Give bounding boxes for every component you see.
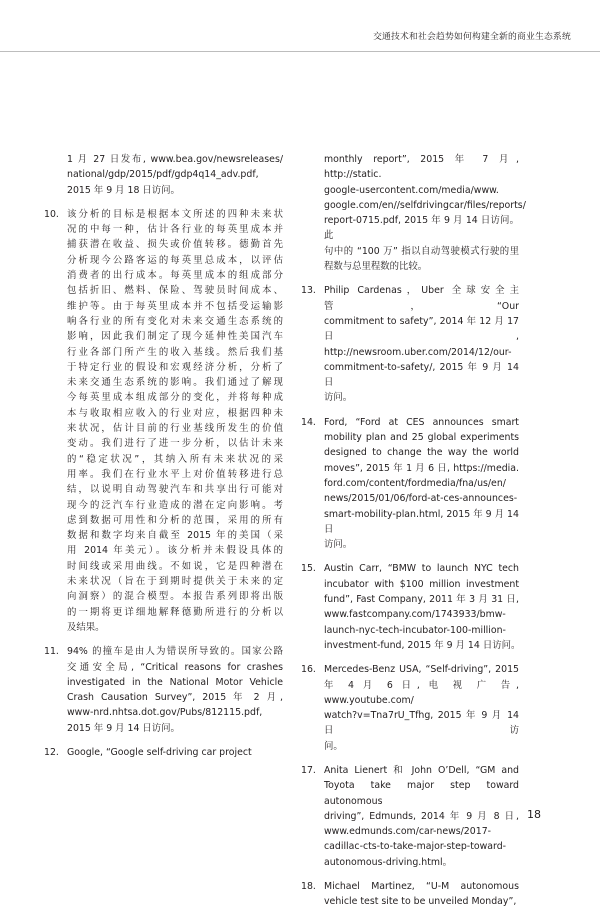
endnote-line: designed to change the way the world xyxy=(324,447,519,459)
endnote-line: 年 4 月 6 日, 电 视 广 告, www.youtube.com/ xyxy=(324,679,519,706)
endnote-line: 现今的泛汽车行业造成的潜在定向影响。考 xyxy=(67,499,283,511)
endnote-line: vehicle test site to be unveiled Monday”, xyxy=(324,896,517,908)
endnote-line: launch-nyc-tech-incubator-100-million- xyxy=(324,624,506,636)
endnote-item xyxy=(301,152,526,274)
endnote-line: 的一期将更详细地解释德勤所进行的分析以 xyxy=(67,606,283,618)
endnote-line: 结，以说明自动驾驶汽车和共享出行可能对 xyxy=(67,484,283,496)
right-notes-column xyxy=(301,152,526,919)
endnote-line: commitment-to-safety/, 2015 年 9 月 14 日 xyxy=(324,361,519,389)
endnote-line: 本与收取相应收入的行业对应，根据四种未 xyxy=(67,407,283,419)
endnote-line: news/2015/01/06/ford-at-ces-announces- xyxy=(324,493,518,505)
page-number: 18 xyxy=(527,808,541,821)
endnote-number: 12. xyxy=(44,746,59,758)
endnote-line: 捕获潜在收益、损失或价值转移。德勤首先 xyxy=(67,239,283,251)
endnote-line: 向洞察）的混合模型。本报告系列即将出版 xyxy=(67,591,283,603)
endnote-number: 18. xyxy=(301,881,316,893)
endnote-line: www-nrd.nhtsa.dot.gov/Pubs/812115.pdf, xyxy=(67,707,263,719)
endnote-line: google-usercontent.com/media/www. xyxy=(324,184,499,196)
endnote-line: 今每英里成本组成部分的变化，并将每种成 xyxy=(67,392,283,404)
endnote-line: national/gdp/2015/pdf/gdp4q14_adv.pdf, xyxy=(67,169,259,181)
endnote-line: Michael Martinez, “U-M autonomous xyxy=(324,881,519,893)
endnote-line: 问。 xyxy=(324,740,343,752)
endnote-line: 来状况，估计目前的行业基线所发生的价值 xyxy=(67,423,283,435)
endnote-number: 15. xyxy=(301,563,316,575)
endnote-line: 数据和数字均来自截至 2015 年的美国（采 xyxy=(67,530,283,542)
endnote-line: 句中的 “100 万” 指以自动驾驶模式行驶的里 xyxy=(324,245,519,257)
endnote-line: Toyota take major step toward autonomous xyxy=(324,780,519,807)
endnote-item xyxy=(301,283,519,405)
endnote-number: 10. xyxy=(44,208,59,220)
endnote-line: investment-fund, 2015 年 9 月 14 日访问。 xyxy=(324,639,521,651)
endnote-line: 用 2014 年美元）。该分析并未假设具体的 xyxy=(67,545,283,557)
endnote-line: monthly report”, 2015 年 7 月, http://static. xyxy=(324,154,519,181)
endnote-line: Crash Causation Survey”, 2015 年 2 月, xyxy=(67,692,283,704)
endnote-line: incubator with $100 million investment xyxy=(324,578,519,590)
endnote-line: cadillac-cts-to-take-major-step-toward- xyxy=(324,841,507,853)
endnote-number: 14. xyxy=(301,416,316,428)
endnote-line: autonomous-driving.html。 xyxy=(324,856,453,868)
endnote-line: Ford, “Ford at CES announces smart xyxy=(324,416,519,428)
endnote-line: driving”, Edmunds, 2014 年 9 月 8 日, xyxy=(324,810,519,822)
endnote-line: 日, http://newsroom.uber.com/2014/12/our- xyxy=(324,331,519,358)
endnote-line: 访问。 xyxy=(324,392,353,404)
endnote-line: google.com/en//selfdrivingcar/files/reports/ xyxy=(324,199,526,211)
endnote-line: 2015 年 9 月 14 日访问。 xyxy=(67,722,180,734)
endnote-line: www.fastcompany.com/1743933/bmw- xyxy=(324,609,506,621)
endnote-item xyxy=(301,662,519,754)
endnote-line: 用率。我们在行业水平上对价值转移进行总 xyxy=(67,468,283,480)
endnote-line: 及结果。 xyxy=(67,621,105,633)
endnote-line: 分析现今公路客运的每英里总成本，以评估 xyxy=(67,254,283,266)
endnote-item xyxy=(301,763,519,870)
running-header: 交通技术和社会趋势如何构建全新的商业生态系统 xyxy=(373,32,571,42)
endnote-line: Anita Lienert 和 John O’Dell, “GM and xyxy=(324,764,519,776)
endnote-line: 虑到数据可用性和分析的范围，采用的所有 xyxy=(67,514,283,526)
endnote-line: Philip Cardenas，Uber 全球安全主管，“Our xyxy=(324,285,519,312)
endnote-line: fund”, Fast Company, 2011 年 3 月 31 日, xyxy=(324,594,519,606)
left-notes-column xyxy=(44,152,283,769)
endnote-line: 的“稳定状况”，其纳入所有未来状况的采 xyxy=(67,453,283,465)
endnote-number: 13. xyxy=(301,285,316,297)
endnote-line: Google, “Google self-driving car project xyxy=(67,746,252,758)
endnote-number: 17. xyxy=(301,764,316,776)
endnote-line: smart-mobility-plan.html, 2015 年 9 月 14 日 xyxy=(324,508,519,535)
endnote-line: 1 月 27 日发布, www.bea.gov/newsreleases/ xyxy=(67,154,283,165)
endnote-line: 消费者的出行成本。每英里成本的组成部分 xyxy=(67,270,283,282)
endnote-line: 94% 的撞车是由人为错误所导致的。国家公路 xyxy=(67,646,283,658)
endnote-line: moves”, 2015 年 1 月 6 日, https://media. xyxy=(324,462,519,474)
endnote-line: mobility plan and 25 global experiments xyxy=(324,432,519,444)
endnote-line: commitment to safety”, 2014 年 12 月 17 xyxy=(324,315,519,327)
endnote-line: 况的中每一种，估计各行业的每英里成本并 xyxy=(67,224,283,236)
endnote-line: 维护等。由于每英里成本并不包括受运输影 xyxy=(67,300,283,312)
endnote-line: Austin Carr, “BMW to launch NYC tech xyxy=(324,563,519,575)
endnote-item xyxy=(44,207,283,635)
endnote-line: report-0715.pdf, 2015 年 9 月 14 日访问。此 xyxy=(324,215,519,242)
endnote-line: 时间线或采用曲线。不如说，它是四种潜在 xyxy=(67,560,283,572)
endnote-item xyxy=(301,415,519,553)
endnote-line: 交通安全局, “Critical reasons for crashes xyxy=(67,661,283,673)
endnote-line: 包括折旧、燃料、保险、驾驶员时间成本、 xyxy=(67,285,283,297)
endnote-line: 于特定行业的假设和宏观经济分析，分析了 xyxy=(67,361,283,373)
endnote-line: www.edmunds.com/car-news/2017- xyxy=(324,826,492,838)
endnote-line: 未来交通生态系统的影响。我们通过了解现 xyxy=(67,377,283,389)
endnote-line: investigated in the National Motor Vehicle xyxy=(67,676,283,688)
endnote-line: 程数与总里程数的比较。 xyxy=(324,261,428,273)
header-divider xyxy=(0,51,600,52)
endnote-line: 行业各部门所产生的收入基线。然后我们基 xyxy=(67,346,283,358)
endnote-item xyxy=(44,152,283,198)
endnote-line: watch?v=Tna7rU_Tfhg, 2015 年 9 月 14 日访 xyxy=(324,710,519,737)
endnote-number: 11. xyxy=(44,646,59,658)
endnote-line: 访问。 xyxy=(324,539,353,551)
endnote-line: ford.com/content/fordmedia/fna/us/en/ xyxy=(324,477,506,489)
endnote-item xyxy=(301,879,519,910)
endnote-line: 2015 年 9 月 18 日访问。 xyxy=(67,184,180,196)
endnote-item xyxy=(44,644,283,736)
endnote-line: 该分析的目标是根据本文所述的四种未来状 xyxy=(67,208,283,220)
endnote-line: Mercedes-Benz USA, “Self-driving”, 2015 xyxy=(324,664,519,676)
endnote-line: 影响，因此我们制定了现今延伸性美国汽车 xyxy=(67,331,283,343)
endnote-item xyxy=(301,561,519,653)
endnote-item xyxy=(44,745,283,760)
endnote-line: 未来状况（旨在于到期时提供关于未来的定 xyxy=(67,576,283,588)
endnote-line: 变动。我们进行了进一步分析，以估计未来 xyxy=(67,438,283,450)
endnote-line: 响各行业的所有变化对未来交通生态系统的 xyxy=(67,315,283,327)
endnote-number: 16. xyxy=(301,664,316,676)
